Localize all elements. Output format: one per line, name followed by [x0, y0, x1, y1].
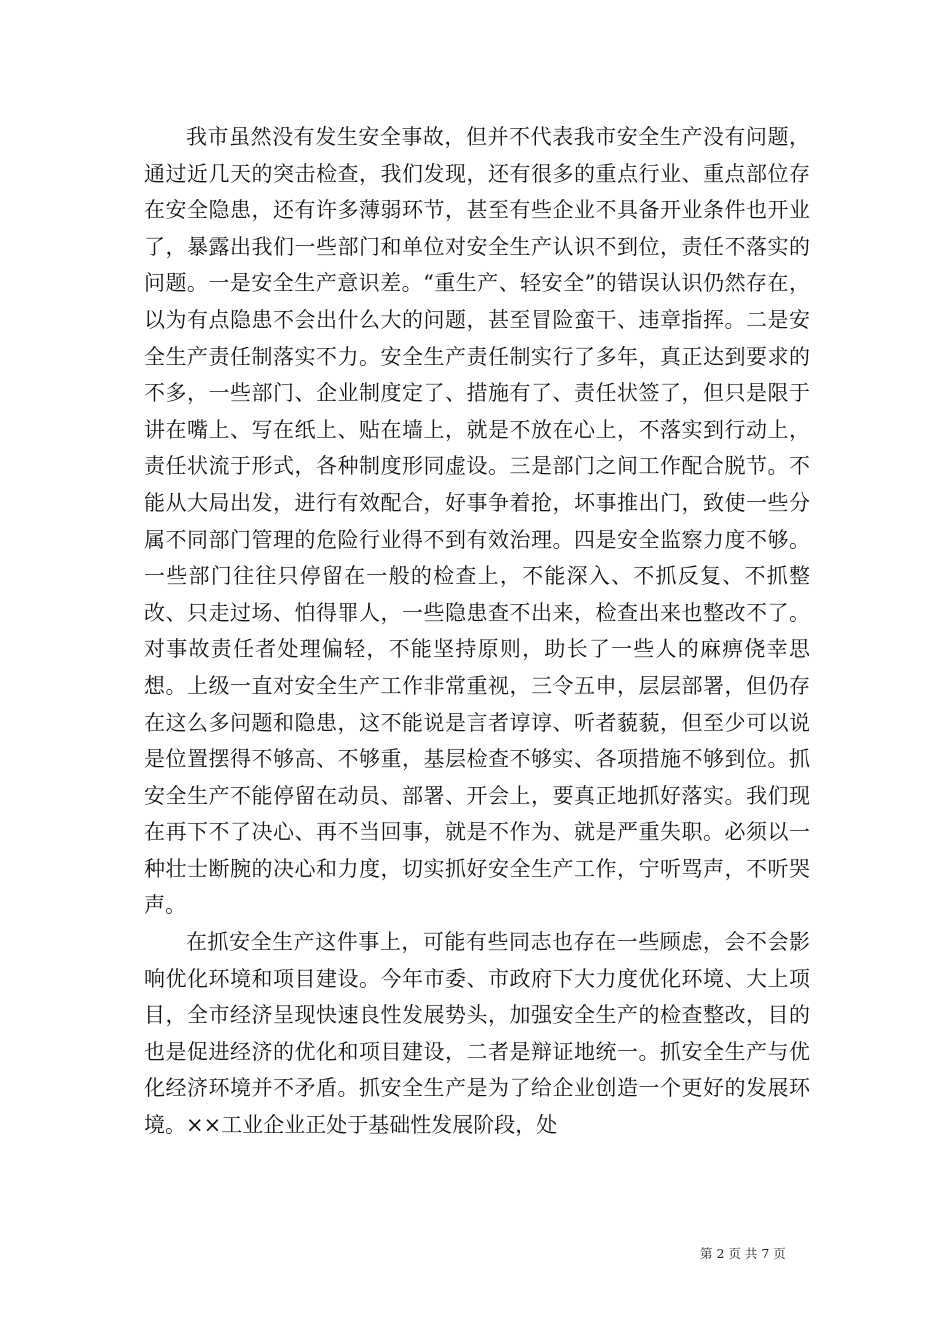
paragraph-2: 在抓安全生产这件事上，可能有些同志也存在一些顾虑，会不会影响优化环境和项目建设。今年市委、市政府下大力度优化环境、大上项目，全市经济呈现快速良性发展势头，加强安全生产的检查整改，目的也是促进经济的优化和项目建设，二者是辩证地统一。抓安全生产与优化经济环境并不矛盾。抓安全生产是为了给企业创造一个更好的发展环境。××工业企业正处于基础性发展阶段，处: [144, 930, 810, 1138]
page-number-footer: 第 2 页 共 7 页: [700, 1246, 786, 1261]
document-body: [144, 119, 810, 1144]
paragraph-1: 我市虽然没有发生安全事故，但并不代表我市安全生产没有问题，通过近几天的突击检查，我们发现，还有很多的重点行业、重点部位存在安全隐患，还有许多薄弱环节，甚至有些企业不具备开业条件也开业了，暴露出我们一些部门和单位对安全生产认识不到位，责任不落实的问题。一是安全生产意识差。“重生产、轻安全”的错误认识仍然存在，以为有点隐患不会出什么大的问题，甚至冒险蛮干、违章指挥。二是安全生产责任制落实不力。安全生产责任制实行了多年，真正达到要求的不多，一些部门、企业制度定了、措施有了、责任状签了，但只是限于讲在嘴上、写在纸上、贴在墙上，就是不放在心上，不落实到行动上，责任状流于形式，各种制度形同虚设。三是部门之间工作配合脱节。不能从大局出发，进行有效配合，好事争着抢，坏事推出门，致使一些分属不同部门管理的危险行业得不到有效治理。四是安全监察力度不够。一些部门往往只停留在一般的检查上，不能深入、不抓反复、不抓整改、只走过场、怕得罪人，一些隐患查不出来，检查出来也整改不了。对事故责任者处理偏轻，不能坚持原则，助长了一些人的麻痹侥幸思想。上级一直对安全生产工作非常重视，三令五申，层层部署，但仍存在这么多问题和隐患，这不能说是言者谆谆、听者藐藐，但至少可以说是位置摆得不够高、不够重，基层检查不够实、各项措施不够到位。抓安全生产不能停留在动员、部署、开会上，要真正地抓好落实。我们现在再下不了决心、再不当回事，就是不作为、就是严重失职。必须以一种壮士断腕的决心和力度，切实抓好安全生产工作，宁听骂声，不听哭声。: [144, 125, 810, 918]
